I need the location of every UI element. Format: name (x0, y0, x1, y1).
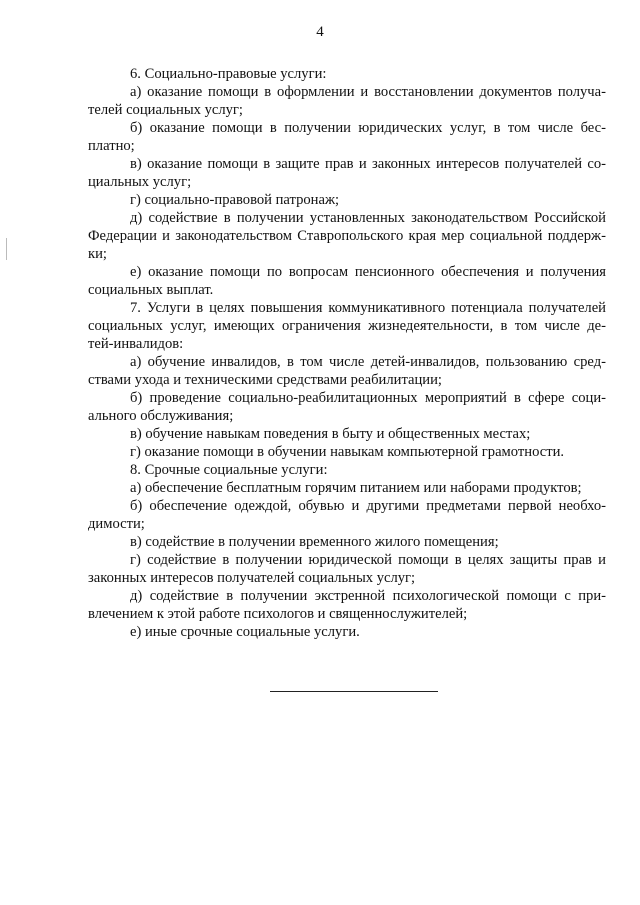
list-item-line: димости; (88, 516, 145, 532)
list-item-line: д) содействие в получении установленных законодательством Российской (130, 210, 606, 226)
list-item-line: телей социальных услуг; (88, 102, 243, 118)
page-number: 4 (316, 24, 324, 40)
list-item-line: социальных выплат. (88, 282, 214, 298)
list-item-line: д) содействие в получении экстренной психологической помощи с при- (130, 588, 606, 604)
list-item-line: а) оказание помощи в оформлении и восстановлении документов получа- (130, 84, 606, 100)
list-item-line: б) обеспечение одеждой, обувью и другими предметами первой необхо- (130, 498, 606, 514)
section-heading-6: 6. Социально-правовые услуги: (130, 66, 327, 82)
list-item-line: законных интересов получателей социальных услуг; (88, 570, 416, 586)
section-heading-8: 8. Срочные социальные услуги: (130, 462, 328, 478)
list-item-line: а) обеспечение бесплатным горячим питанием или наборами продуктов; (130, 480, 582, 496)
list-item-line: циальных услуг; (88, 174, 192, 190)
list-item-line: б) оказание помощи в получении юридических услуг, в том числе бес- (130, 120, 606, 136)
list-item-line: ствами ухода и техническими средствами реабилитации; (88, 372, 442, 388)
list-item-line: ального обслуживания; (88, 408, 234, 424)
list-item-line: в) оказание помощи в защите прав и законных интересов получателей со- (130, 156, 606, 172)
list-item-line: г) содействие в получении юридической помощи в целях защиты прав и (130, 552, 606, 568)
list-item-line: а) обучение инвалидов, в том числе детей-инвалидов, пользованию сред- (130, 354, 606, 370)
margin-mark (6, 238, 7, 260)
list-item-line: социальных услуг, имеющих ограничения жизнедеятельности, в том числе де- (88, 318, 606, 334)
list-item-line: в) обучение навыкам поведения в быту и общественных местах; (130, 426, 531, 442)
list-item-line: тей-инвалидов: (88, 336, 184, 352)
list-item-line: Федерации и законодательством Ставропольского края мер социальной поддерж- (88, 228, 606, 244)
list-item-line: г) оказание помощи в обучении навыкам компьютерной грамотности. (130, 444, 565, 460)
closing-separator-line (270, 691, 438, 692)
list-item-line: ки; (88, 246, 107, 262)
list-item-line: платно; (88, 138, 135, 154)
section-heading-7: 7. Услуги в целях повышения коммуникативного потенциала получателей (130, 300, 606, 316)
list-item-line: е) иные срочные социальные услуги. (130, 624, 360, 640)
list-item-line: в) содействие в получении временного жилого помещения; (130, 534, 499, 550)
list-item-line: б) проведение социально-реабилитационных мероприятий в сфере соци- (130, 390, 606, 406)
list-item-line: г) социально-правовой патронаж; (130, 192, 340, 208)
list-item-line: влечением к этой работе психологов и священнослужителей; (88, 606, 468, 622)
list-item-line: е) оказание помощи по вопросам пенсионного обеспечения и получения (130, 264, 606, 280)
